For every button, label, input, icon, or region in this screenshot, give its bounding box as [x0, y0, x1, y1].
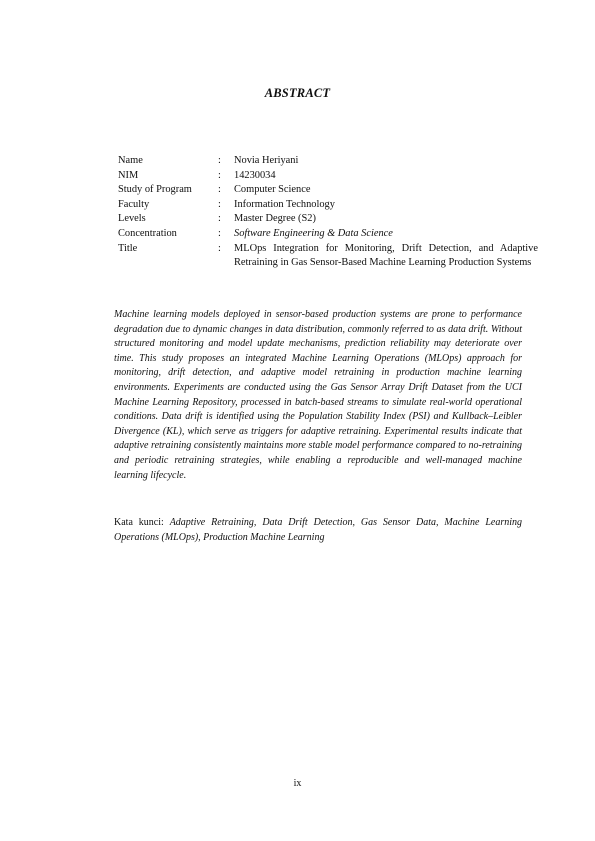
info-row-name [118, 154, 538, 169]
info-value-faculty: Information Technology [234, 198, 335, 210]
keywords-values: Adaptive Retraining, Data Drift Detection, Gas Sensor Data, Machine Learning Operations (MLOps), Production Machine Learning [114, 517, 522, 543]
keywords-label: Kata kunci: [114, 517, 164, 528]
info-value-concentration: Software Engineering & Data Science [234, 227, 393, 239]
info-label: NIM [118, 169, 139, 181]
info-colon: : [218, 213, 221, 225]
info-value-study-program: Computer Science [234, 184, 311, 196]
page-number: ix [293, 778, 302, 789]
info-value-title: MLOps Integration for Monitoring, Drift Detection, and Adaptive Retraining in Gas Sensor-Based Machine Learning Production Systems [234, 242, 538, 269]
info-colon: : [218, 227, 221, 239]
info-colon: : [218, 155, 221, 166]
info-value-levels: Master Degree (S2) [234, 213, 316, 225]
info-label: Concentration [118, 227, 177, 239]
info-row-concentration [118, 227, 538, 242]
keywords-paragraph [114, 516, 522, 545]
info-colon: : [218, 242, 221, 254]
info-row-nim [118, 169, 538, 184]
info-row-title [118, 242, 538, 271]
info-colon: : [218, 169, 221, 181]
info-label: Name [118, 155, 143, 166]
info-label: Faculty [118, 198, 150, 210]
info-row-levels [118, 212, 538, 227]
info-label: Title [118, 242, 138, 254]
info-value-name: Novia Heriyani [234, 155, 299, 166]
info-colon: : [218, 198, 221, 210]
info-label: Levels [118, 213, 146, 225]
info-value-nim: 14230034 [234, 169, 276, 181]
page-title: ABSTRACT [264, 86, 331, 100]
info-label: Study of Program [118, 184, 192, 196]
abstract-paragraph: Machine learning models deployed in sensor-based production systems are prone to performance degradation due to dynamic changes in data distribution, commonly referred to as data drift. Without structured monitoring and model update mechanisms, prediction reliability may deteriorate over time. This study proposes an integrated Machine Learning Operations (MLOps) approach for monitoring, drift detection, and adaptive model retraining in production machine learning environments. Experiments are conducted using the Gas Sensor Array Drift Dataset from the UCI Machine Learning Repository, processed in batch-based streams to simulate real-world operational conditions. Data drift is identified using the Population Stability Index (PSI) and Kullback–Leibler Divergence (KL), which serve as triggers for adaptive retraining. Experimental results indicate that adaptive retraining consistently maintains more stable model performance compared to no-retraining and periodic retraining strategies, while enabling a reproducible and well-managed machine learning lifecycle. [114, 309, 522, 481]
info-colon: : [218, 184, 221, 196]
info-row-study-program [118, 183, 538, 198]
student-info-table [118, 154, 538, 271]
info-row-faculty [118, 198, 538, 213]
